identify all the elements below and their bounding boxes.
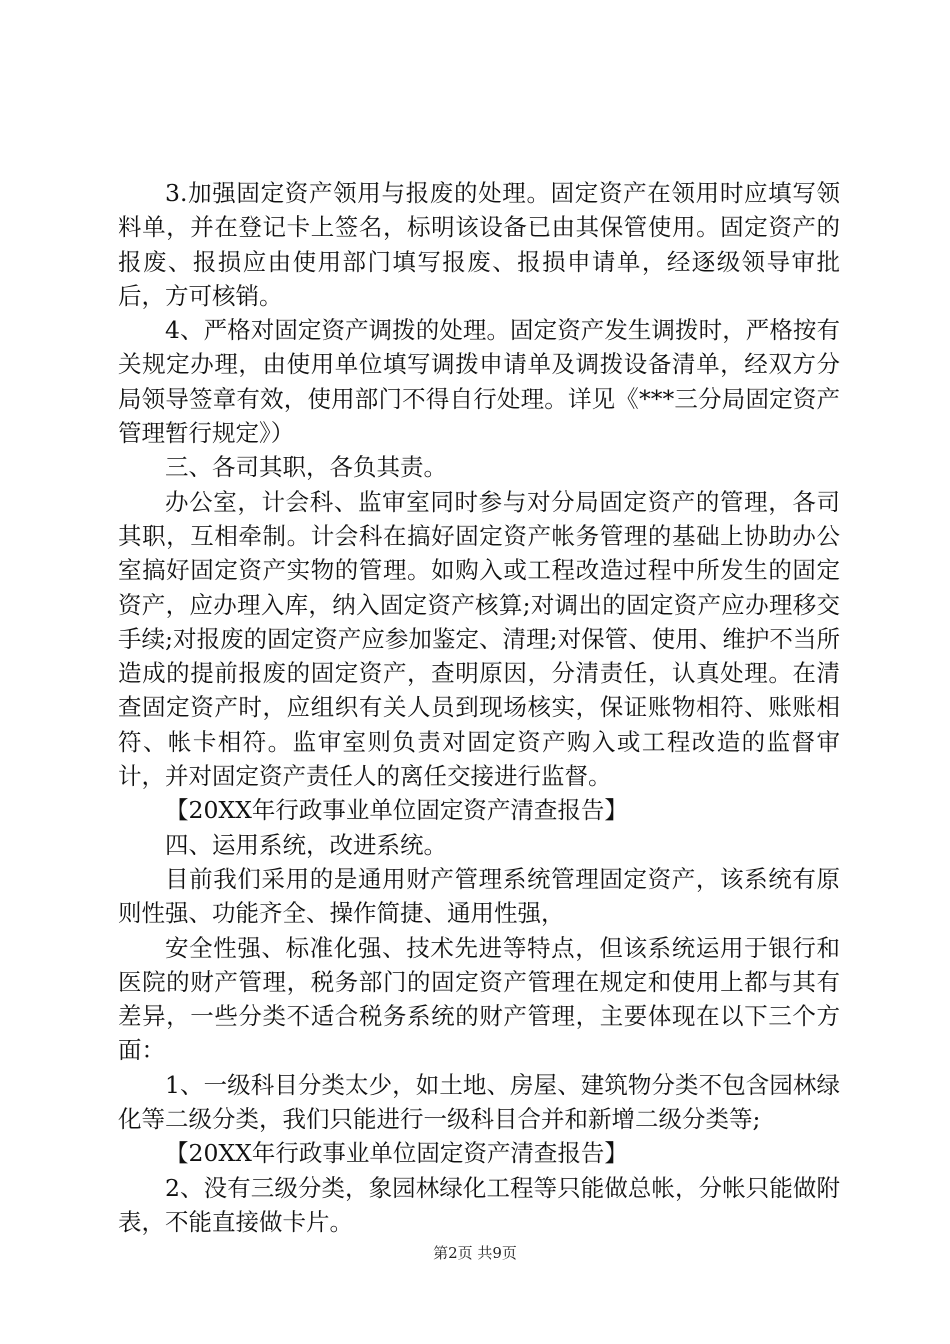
bracket-title: 【20XX年行政事业单位固定资产清查报告】 <box>165 796 628 825</box>
page-number-footer: 第2页 共9页 <box>433 1244 517 1262</box>
paragraph: 4、严格对固定资产调拨的处理。固定资产发生调拨时，严格按有关规定办理，由使用单位填写调拨申请单及调拨设备清单，经双方分局领导签章有效，使用部门不得自行处理。详见《***三分局固定资产管理暂行规定》） <box>118 316 840 448</box>
paragraph: 安全性强、标准化强、技术先进等特点，但该系统运用于银行和医院的财产管理，税务部门的固定资产管理在规定和使用上都与其有差异，一些分类不适合税务系统的财产管理，主要体现在以下三个方面： <box>118 933 840 1065</box>
paragraph: 目前我们采用的是通用财产管理系统管理固定资产，该系统有原则性强、功能齐全、操作简捷、通用性强， <box>118 864 840 928</box>
paragraph: 1、一级科目分类太少，如土地、房屋、建筑物分类不包含园林绿化等二级分类，我们只能进行一级科目合并和新增二级分类等; <box>118 1070 840 1134</box>
document-body <box>118 176 840 1239</box>
section-heading: 三、各司其职，各负其责。 <box>165 453 447 482</box>
paragraph: 3.加强固定资产领用与报废的处理。固定资产在领用时应填写领料单，并在登记卡上签名，标明该设备已由其保管使用。固定资产的报废、报损应由使用部门填写报废、报损申请单，经逐级领导审批后，方可核销。 <box>118 179 840 310</box>
paragraph: 2、没有三级分类，象园林绿化工程等只能做总帐，分帐只能做附表，不能直接做卡片。 <box>118 1173 840 1236</box>
bracket-title: 【20XX年行政事业单位固定资产清查报告】 <box>165 1139 628 1168</box>
section-heading: 四、运用系统，改进系统。 <box>165 830 447 859</box>
paragraph: 办公室，计会科、监审室同时参与对分局固定资产的管理，各司其职，互相牵制。计会科在搞好固定资产帐务管理的基础上协助办公室搞好固定资产实物的管理。如购入或工程改造过程中所发生的固定资产，应办理入库，纳入固定资产核算;对调出的固定资产应办理移交手续;对报废的固定资产应参加鉴定、清理;对保管、使用、维护不当所造成的提前报废的固定资产，查明原因，分清责任，认真处理。在清查固定资产时，应组织有关人员到现场核实，保证账物相符、账账相符、帐卡相符。监审室则负责对固定资产购入或工程改造的监督审计，并对固定资产责任人的离任交接进行监督。 <box>118 487 840 791</box>
